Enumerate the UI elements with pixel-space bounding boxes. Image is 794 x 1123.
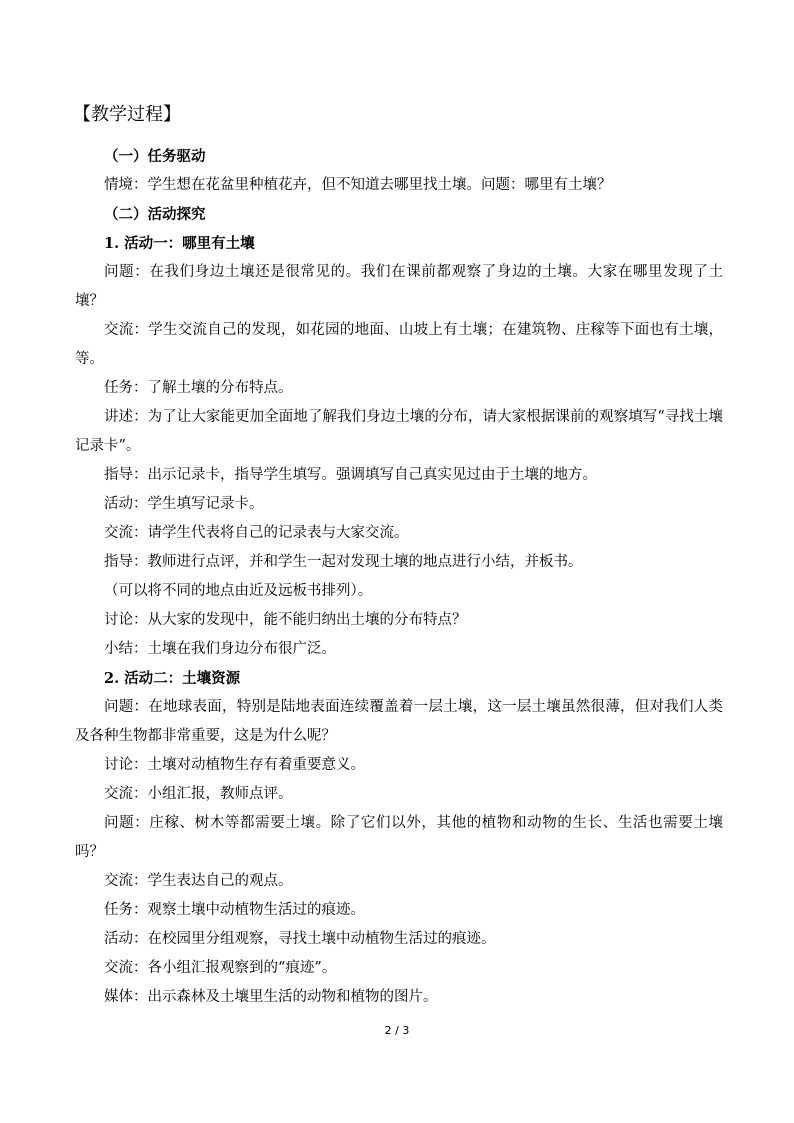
paragraph: 任务：观察土壤中动植物生活过的痕迹。 [104, 902, 365, 918]
section-heading: （二）活动探究 [104, 206, 206, 223]
paragraph: 问题：庄稼、树木等都需要土壤。除了它们以外，其他的植物和动物的生长、生活也需要土壤吗？ [75, 815, 723, 860]
paragraph: 讨论：从大家的发现中，能不能归纳出土壤的分布特点？ [104, 612, 467, 628]
paragraph: 媒体：出示森林及土壤里生活的动物和植物的图片。 [104, 989, 438, 1005]
paragraph: 活动：学生填写记录卡。 [104, 496, 264, 512]
paragraph: 讨论：土壤对动植物生存有着重要意义。 [104, 757, 365, 773]
paragraph: 交流：学生交流自己的发现，如花园的地面、山坡上有土壤；在建筑物、庄稼等下面也有土壤，等。 [75, 322, 723, 367]
paragraph: 讲述：为了让大家能更加全面地了解我们身边土壤的分布，请大家根据课前的观察填写“寻找土壤记录卡”。 [75, 409, 723, 454]
paragraph: 任务：了解土壤的分布特点。 [104, 380, 293, 396]
section-heading: （一）任务驱动 [104, 148, 206, 165]
paragraph: 情境：学生想在花盆里种植花卉，但不知道去哪里找土壤。问题：哪里有土壤？ [104, 177, 612, 193]
paragraph: （可以将不同的地点由近及远板书排列）。 [104, 583, 373, 599]
section-title: 【教学过程】 [73, 104, 181, 125]
paragraph: 小结：土壤在我们身边分布很广泛。 [104, 641, 336, 657]
paragraph: 交流：学生表达自己的观点。 [104, 873, 293, 889]
paragraph: 交流：各小组汇报观察到的“痕迹”。 [104, 960, 337, 976]
paragraph: 问题：在地球表面，特别是陆地表面连续覆盖着一层土壤，这一层土壤虽然很薄，但对我们人类及各种生物都非常重要，这是为什么呢？ [75, 699, 723, 744]
paragraph: 交流：小组汇报，教师点评。 [104, 786, 293, 802]
paragraph: 指导：教师进行点评，并和学生一起对发现土壤的地点进行小结，并板书。 [104, 554, 583, 570]
section-heading: 2. 活动二：土壤资源 [104, 670, 241, 687]
paragraph: 指导：出示记录卡，指导学生填写。强调填写自己真实见过由于土壤的地方。 [104, 467, 597, 483]
paragraph: 问题：在我们身边土壤还是很常见的。我们在课前都观察了身边的土壤。大家在哪里发现了土壤？ [75, 264, 723, 309]
body-content [75, 142, 723, 1012]
paragraph: 活动：在校园里分组观察，寻找土壤中动植物生活过的痕迹。 [104, 931, 496, 947]
section-heading: 1. 活动一：哪里有土壤 [104, 235, 255, 252]
page-number: 2 / 3 [384, 1024, 410, 1037]
paragraph: 交流：请学生代表将自己的记录表与大家交流。 [104, 525, 409, 541]
